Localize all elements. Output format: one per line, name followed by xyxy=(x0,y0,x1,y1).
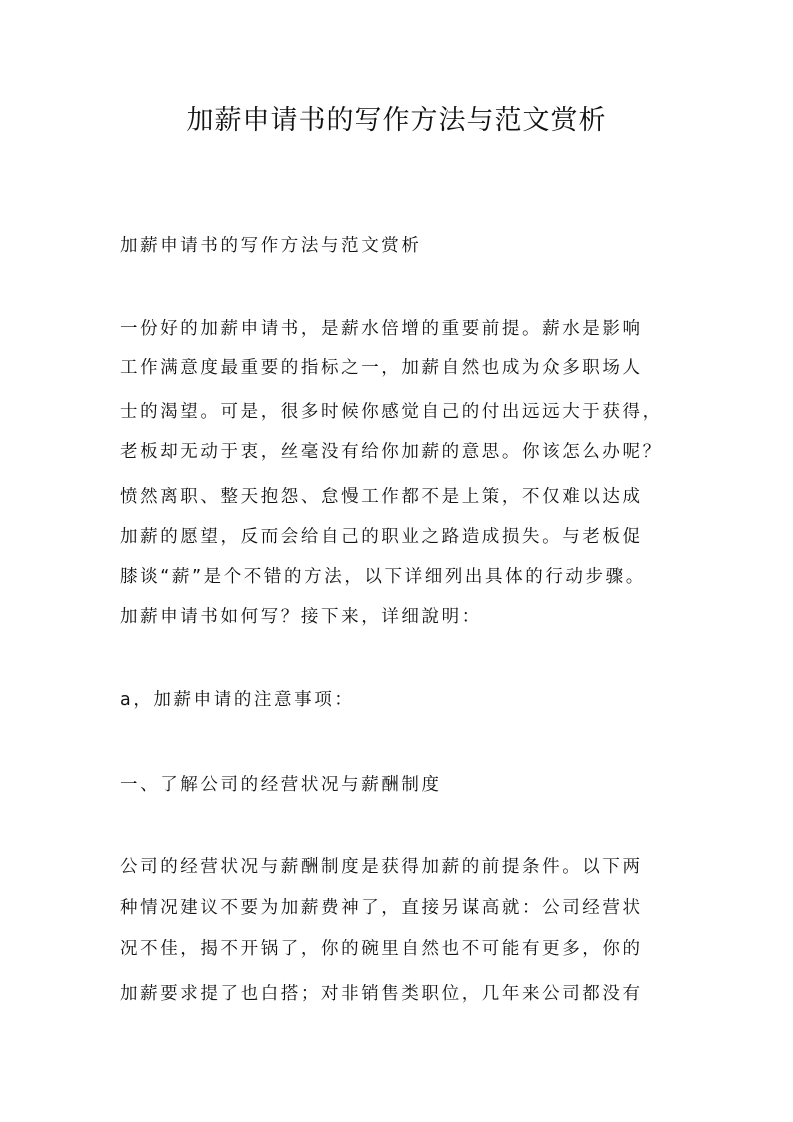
document-title: 加薪申请书的写作方法与范文赏析 xyxy=(186,105,607,136)
intro-line: 加薪的愿望，反而会给自己的职业之路造成损失。与老板促 xyxy=(120,527,643,547)
document-subtitle: 加薪申请书的写作方法与范文赏析 xyxy=(120,236,422,256)
intro-line: 膝谈“薪”是个不错的方法，以下详细列出具体的行动步骤。 xyxy=(120,567,646,587)
intro-line: 愤然离职、整天抱怨、怠慢工作都不是上策，不仅难以达成 xyxy=(120,487,643,507)
paragraph-line: 况不佳，揭不开锅了，你的碗里自然也不可能有更多，你的 xyxy=(120,939,643,959)
paragraph-line: 加薪要求提了也白搭；对非销售类职位，几年来公司都没有 xyxy=(120,984,643,1004)
section-a-heading: a，加薪申请的注意事项： xyxy=(120,690,355,710)
intro-line: 士的渴望。可是，很多时候你感觉自己的付出远远大于获得， xyxy=(120,402,663,422)
intro-line: 老板却无动于衷，丝毫没有给你加薪的意思。你该怎么办呢？ xyxy=(120,442,663,462)
intro-line: 工作满意度最重要的指标之一，加薪自然也成为众多职场人 xyxy=(120,358,643,378)
section-1-heading: 一、了解公司的经营状况与薪酬制度 xyxy=(120,775,442,795)
paragraph-line: 公司的经营状况与薪酬制度是获得加薪的前提条件。以下两 xyxy=(120,857,643,877)
paragraph-line: 种情况建议不要为加薪费神了，直接另谋高就：公司经营状 xyxy=(120,898,643,918)
intro-line: 加薪申请书如何写？接下来，详细說明： xyxy=(120,607,482,627)
intro-line: 一份好的加薪申请书，是薪水倍增的重要前提。薪水是影响 xyxy=(120,319,643,339)
